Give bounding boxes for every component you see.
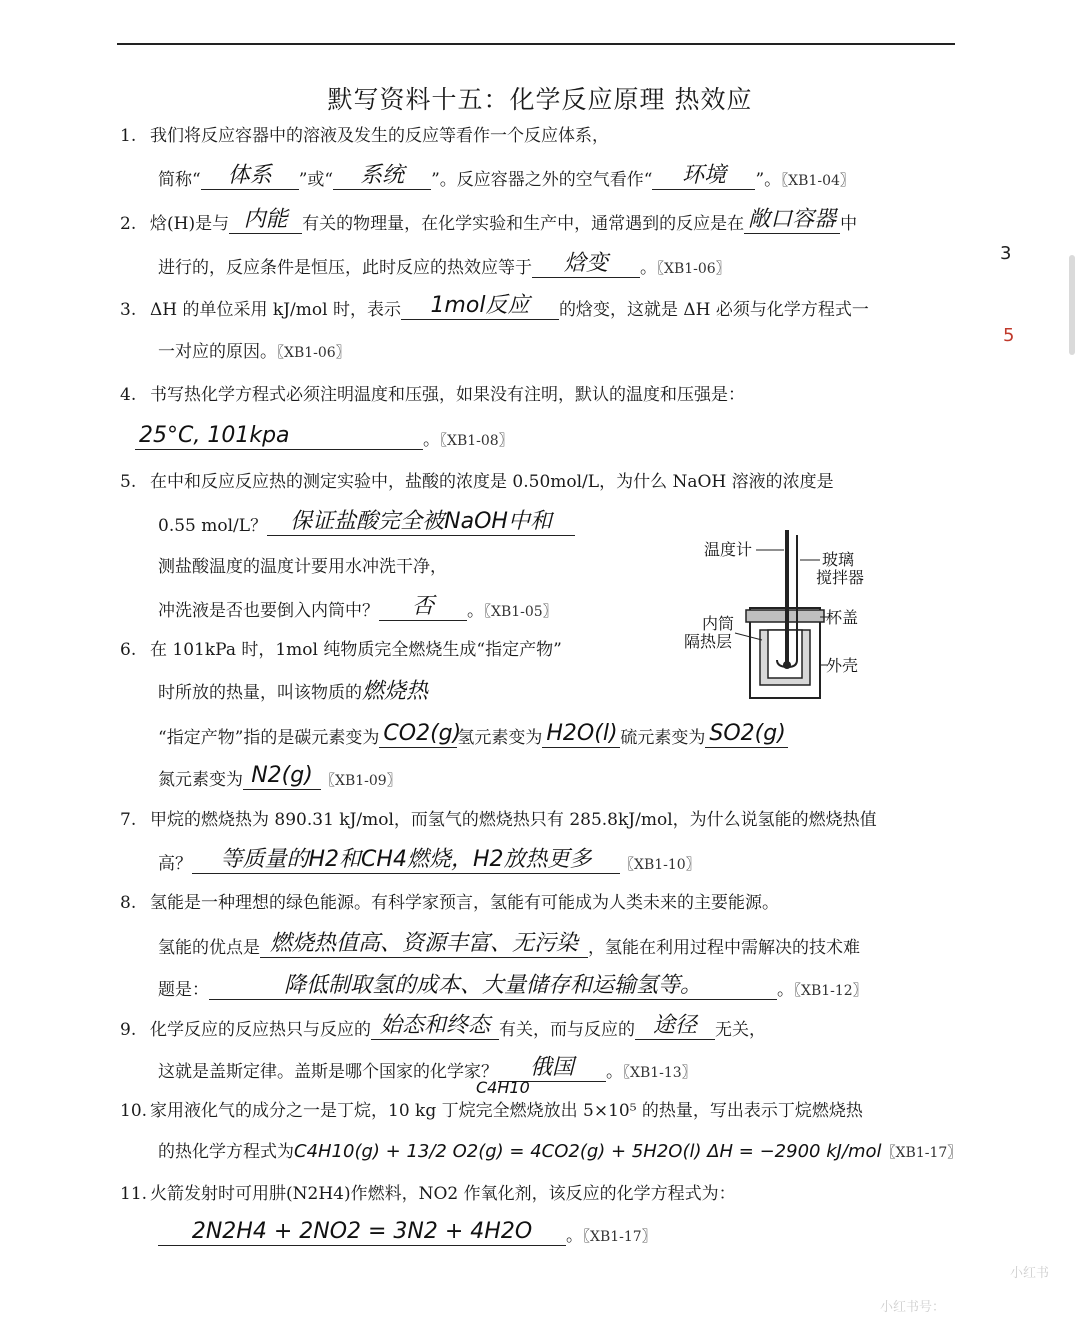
q8-line2: 氢能的优点是 燃烧热值高、资源丰富、无污染 ，氢能在利用过程中需解决的技术难 [158, 931, 860, 958]
q6-answer-2: CO2(g) [379, 721, 457, 748]
q1-answer-1: 体系 [201, 163, 299, 190]
margin-mark-1: 3 [1000, 243, 1012, 264]
q10-note: C4H10 [476, 1078, 530, 1097]
q2-answer-1: 内能 [229, 207, 302, 234]
page-title: 默写资料十五：化学反应原理 热效应 [327, 85, 753, 114]
label-stirrer-1: 玻璃 [822, 550, 855, 569]
watermark-logo: 小红书 [1010, 1266, 1050, 1281]
q5-answer-1: 保证盐酸完全被NaOH中和 [267, 509, 575, 536]
q6-line2: 时所放的热量，叫该物质的燃烧热 [158, 679, 429, 704]
q2-answer-2: 敞口容器 [744, 207, 840, 234]
q2-ref: 〖XB1-06〗 [657, 261, 730, 277]
q5-line4: 冲洗液是否也要倒入内筒中？ 否 。〖XB1-05〗 [158, 594, 557, 621]
label-lid: 杯盖 [826, 608, 859, 627]
q2-line2: 进行的，反应条件是恒压，此时反应的热效应等于 焓变 。〖XB1-06〗 [158, 251, 730, 278]
q11-ref: 〖XB1-17〗 [583, 1229, 656, 1245]
q7-line1: 7. 甲烷的燃烧热为 890.31 kJ/mol，而氢气的燃烧热只有 285.8kJ/mol，为什么说氢能的燃烧热值 [120, 810, 877, 830]
q5-answer-2: 否 [379, 594, 467, 621]
q6-line3: “指定产物”指的是碳元素变为 CO2(g)氢元素变为 H2O(l) 硫元素变为 SO2(g) [158, 724, 788, 751]
q9-answer-2: 途径 [635, 1013, 715, 1040]
q7-ref: 〖XB1-10〗 [620, 857, 700, 873]
q9-line1: 9. 化学反应的反应热只与反应的 始态和终态 有关，而与反应的 途径 无关， [120, 1013, 766, 1040]
q11-line2: 2N2H4 + 2NO2 = 3N2 + 4H2O 。〖XB1-17〗 [158, 1222, 656, 1249]
q3-line1: 3. ΔH 的单位采用 kJ/mol 时，表示 1mol反应 的焓变，这就是 ΔH 必须与化学方程式一 [120, 293, 869, 320]
watermark-id: 小红书号： [880, 1300, 946, 1315]
q7-answer-1: 等质量的H2和CH4燃烧，H2放热更多 [192, 847, 620, 874]
q9-answer-3: 俄国 [498, 1055, 606, 1082]
q5-line2: 0.55 mol/L？ 保证盐酸完全被NaOH中和 [158, 512, 575, 539]
q1-answer-2: 系统 [333, 163, 431, 190]
scrollbar[interactable] [1069, 255, 1075, 355]
q10-answer-1: C4H10(g) + 13/2 O2(g) = 4CO2(g) + 5H2O(l) ΔH = −2900 kJ/mol [294, 1141, 882, 1162]
margin-mark-2: 5 [1003, 325, 1015, 346]
q2-answer-3: 焓变 [532, 251, 640, 278]
q9-ref: 〖XB1-13〗 [623, 1065, 696, 1081]
q4-line2: 25°C, 101kpa 。〖XB1-08〗 [135, 426, 513, 453]
label-thermometer: 温度计 [704, 540, 753, 559]
q3-line2: 一对应的原因。〖XB1-06〗 [158, 342, 350, 362]
q5-line3: 测盐酸温度的温度计要用水冲洗干净， [158, 557, 447, 577]
q4-line1: 4. 书写热化学方程式必须注明温度和压强，如果没有注明，默认的温度和压强是： [120, 385, 745, 405]
q6-answer-3: H2O(l) [542, 721, 620, 748]
q8-line1: 8. 氢能是一种理想的绿色能源。有科学家预言，氢能有可能成为人类未来的主要能源。 [120, 893, 779, 913]
q1-answer-3: 环境 [652, 163, 755, 190]
q1-ref: 〖XB1-04〗 [781, 173, 854, 189]
q1-line2: 简称“ 体系 ”或“ 系统 ”。反应容器之外的空气看作“ 环境 ”。〖XB1-04〗 [158, 163, 854, 190]
q5-line1: 5. 在中和反应反应热的测定实验中，盐酸的浓度是 0.50mol/L，为什么 NaOH 溶液的浓度是 [120, 472, 834, 492]
q8-ref: 〖XB1-12〗 [794, 983, 867, 999]
q4-ref: 〖XB1-08〗 [440, 433, 513, 449]
label-stirrer-2: 搅拌器 [816, 568, 865, 587]
q9-answer-1: 始态和终态 [371, 1013, 499, 1040]
label-shell: 外壳 [826, 656, 859, 675]
label-inner-2: 隔热层 [684, 632, 733, 651]
q11-answer-1: 2N2H4 + 2NO2 = 3N2 + 4H2O [158, 1219, 566, 1246]
q8-answer-2: 降低制取氢的成本、大量储存和运输氢等。 [209, 973, 777, 1000]
q10-ref: 〖XB1-17〗 [881, 1145, 962, 1161]
q6-ref: 〖XB1-09〗 [321, 773, 401, 789]
q10-line1: 10. 家用液化气的成分之一是丁烷，10 kg 丁烷完全燃烧放出 5×10⁵ 的热量，写出表示丁烷燃烧热 [120, 1101, 863, 1121]
q3-answer-1: 1mol反应 [401, 293, 559, 320]
q9-line2: 这就是盖斯定律。盖斯是哪个国家的化学家？ 俄国 。〖XB1-13〗 [158, 1055, 696, 1082]
q5-ref: 〖XB1-05〗 [484, 604, 557, 620]
label-inner-1: 内筒 [702, 614, 735, 633]
q2-line1: 2. 焓(H)是与 内能 有关的物理量，在化学实验和生产中，通常遇到的反应是在 敞口容器 中 [120, 207, 858, 234]
calorimeter-diagram [680, 525, 880, 705]
top-rule [117, 43, 955, 45]
q4-answer-1: 25°C, 101kpa [135, 423, 423, 450]
q11-line1: 11. 火箭发射时可用肼(N2H4)作燃料，NO2 作氧化剂，该反应的化学方程式为： [120, 1184, 736, 1204]
q7-line2: 高？ 等质量的H2和CH4燃烧，H2放热更多 〖XB1-10〗 [158, 847, 700, 874]
q10-line2: 的热化学方程式为C4H10(g) + 13/2 O2(g) = 4CO2(g) + 5H2O(l) ΔH = −2900 kJ/mol〖XB1-17〗 [158, 1141, 962, 1162]
q6-answer-1: 燃烧热 [362, 679, 429, 704]
q6-answer-5: N2(g) [243, 763, 321, 790]
q6-line4: 氮元素变为 N2(g) 〖XB1-09〗 [158, 763, 401, 790]
q8-line3: 题是： 降低制取氢的成本、大量储存和运输氢等。 。〖XB1-12〗 [158, 973, 867, 1000]
q6-line1: 6. 在 101kPa 时，1mol 纯物质完全燃烧生成“指定产物” [120, 640, 562, 660]
q1-line1: 1. 我们将反应容器中的溶液及发生的反应等看作一个反应体系， [120, 126, 609, 146]
q6-answer-4: SO2(g) [705, 721, 788, 748]
q8-answer-1: 燃烧热值高、资源丰富、无污染 [260, 931, 588, 958]
q3-ref: 〖XB1-06〗 [277, 345, 350, 361]
